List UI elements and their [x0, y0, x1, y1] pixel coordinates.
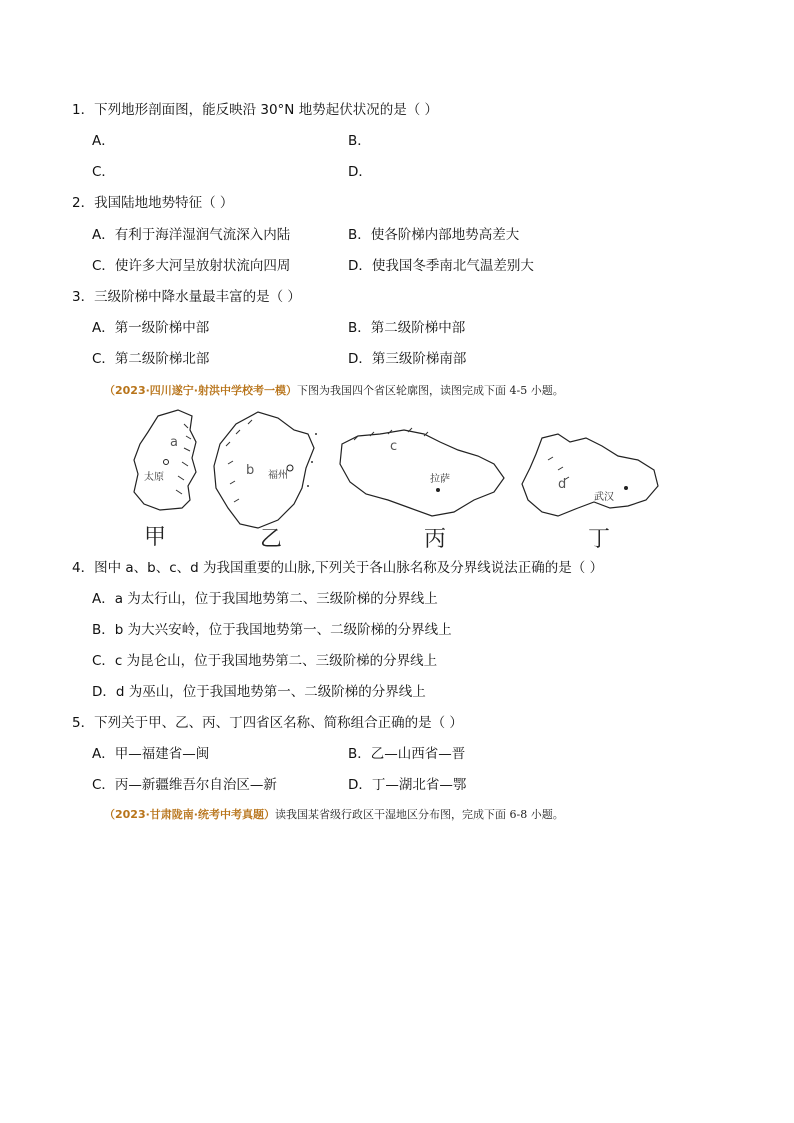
source-1-text: 下图为我国四个省区轮廓图，读图完成下面 4-5 小题。: [296, 384, 564, 397]
question-1-option-b[interactable]: B．: [348, 133, 371, 149]
source-1-tag: （2023·四川遂宁·射洪中学校考一模）: [104, 384, 297, 397]
question-4-stem: 4．图中 a、b、c、d 为我国重要的山脉,下列关于各山脉名称及分界线说法正确的是（ ）: [72, 560, 604, 576]
question-4-option-a[interactable]: A．a 为太行山，位于我国地势第二、三级阶梯的分界线上: [92, 591, 438, 607]
question-3-option-d[interactable]: D．第三级阶梯南部: [348, 351, 467, 367]
question-2-option-c[interactable]: C．使许多大河呈放射状流向四周: [92, 258, 291, 274]
question-3-option-a[interactable]: A．第一级阶梯中部: [92, 320, 210, 336]
question-1-option-c[interactable]: C．: [92, 164, 115, 180]
question-3-option-b[interactable]: B．第二级阶梯中部: [348, 320, 466, 336]
question-1-option-a[interactable]: A．: [92, 133, 115, 149]
map-bing: [340, 428, 504, 552]
question-5-option-d[interactable]: D．丁—湖北省—鄂: [348, 777, 467, 793]
question-1-option-d[interactable]: D．: [348, 164, 372, 180]
province-outline-maps: [118, 404, 678, 554]
question-5-option-a[interactable]: A．甲—福建省—闽: [92, 746, 210, 762]
map-label-ding: 丁: [588, 527, 611, 552]
question-3-stem: 3．三级阶梯中降水量最丰富的是（ ）: [72, 289, 301, 305]
city-label-lhasa: 拉萨: [430, 474, 450, 485]
map-ding: [522, 434, 658, 552]
question-5-option-b[interactable]: B．乙—山西省—晋: [348, 746, 466, 762]
city-label-fuzhou: 福州: [268, 470, 288, 481]
map-label-yi: 乙: [260, 527, 283, 552]
source-line-1: [104, 384, 564, 398]
question-4-option-b[interactable]: B．b 为大兴安岭，位于我国地势第一、二级阶梯的分界线上: [92, 622, 452, 638]
question-2-stem: 2．我国陆地地势特征（ ）: [72, 195, 234, 211]
mountain-label-b: b: [246, 463, 255, 478]
question-3-option-c[interactable]: C．第二级阶梯北部: [92, 351, 210, 367]
question-5-option-c[interactable]: C．丙—新疆维吾尔自治区—新: [92, 777, 277, 793]
city-label-wuhan: 武汉: [594, 492, 614, 503]
question-2-option-b[interactable]: B．使各阶梯内部地势高差大: [348, 227, 520, 243]
mountain-label-c: c: [390, 439, 398, 454]
question-5-stem: 5．下列关于甲、乙、丙、丁四省区名称、简称组合正确的是（ ）: [72, 715, 463, 731]
mountain-label-d: d: [558, 477, 567, 492]
source-2-tag: （2023·甘肃陇南·统考中考真题）: [104, 808, 275, 821]
question-4-option-c[interactable]: C．c 为昆仑山，位于我国地势第二、三级阶梯的分界线上: [92, 653, 438, 669]
source-line-2: [104, 808, 564, 822]
city-label-taiyuan: 太原: [144, 472, 164, 483]
map-jia: [134, 410, 196, 550]
map-label-jia: 甲: [144, 525, 167, 550]
source-2-text: 读我国某省级行政区干湿地区分布图，完成下面 6-8 小题。: [274, 808, 564, 821]
question-2-option-d[interactable]: D．使我国冬季南北气温差别大: [348, 258, 534, 274]
question-1-stem: 1．下列地形剖面图，能反映沿 30°N 地势起伏状况的是（ ）: [72, 102, 438, 118]
map-label-bing: 丙: [424, 527, 447, 552]
mountain-label-a: a: [170, 435, 178, 450]
map-yi: [214, 412, 317, 552]
question-2-option-a[interactable]: A．有利于海洋湿润气流深入内陆: [92, 227, 291, 243]
question-4-option-d[interactable]: D．d 为巫山，位于我国地势第一、二级阶梯的分界线上: [92, 684, 426, 700]
